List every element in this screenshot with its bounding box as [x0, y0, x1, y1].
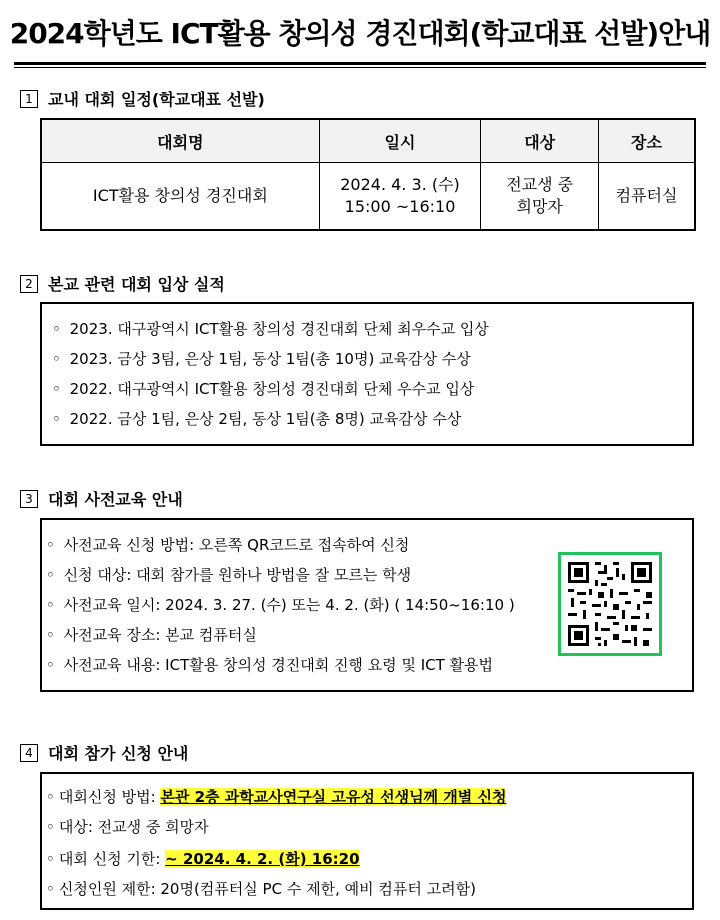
method-label: 대회신청 방법: — [58, 788, 161, 806]
section-1-heading — [20, 87, 265, 110]
cell-date — [319, 163, 481, 231]
section-number: 2 — [20, 275, 38, 293]
awards-box — [40, 302, 694, 446]
deadline-label: 대회 신청 기한: — [58, 850, 166, 868]
list-item — [46, 816, 209, 837]
list-item — [46, 534, 409, 555]
bullet: ◦ — [46, 656, 55, 674]
title-divider-thin — [14, 67, 706, 68]
title-divider — [14, 62, 706, 65]
application-box — [40, 772, 694, 910]
bullet: ◦ — [52, 410, 61, 428]
bullet: ◦ — [52, 350, 61, 368]
award-text: 2023. 대구광역시 ICT활용 창의성 경진대회 단체 최우수교 입상 — [69, 320, 489, 338]
limit-text: 신청인원 제한: 20명(컴퓨터실 PC 수 제한, 예비 컴퓨터 고려함) — [58, 880, 476, 898]
list-item — [52, 378, 474, 399]
cell-target-line1: 전교생 중 — [506, 175, 574, 194]
col-header-name: 대회명 — [41, 119, 319, 163]
list-item — [52, 408, 461, 429]
cell-place: 컴퓨터실 — [599, 163, 696, 231]
list-item — [52, 318, 489, 339]
col-header-place: 장소 — [599, 119, 696, 163]
list-item — [46, 624, 257, 645]
list-item — [46, 848, 360, 869]
bullet: ◦ — [46, 788, 55, 806]
award-text: 2022. 금상 1팀, 은상 2팀, 동상 1팀(총 8명) 교육감상 수상 — [69, 410, 462, 428]
cell-target — [481, 163, 599, 231]
pretraining-text: 사전교육 내용: ICT활용 창의성 경진대회 진행 요령 및 ICT 활용법 — [63, 656, 493, 674]
bullet: ◦ — [46, 880, 55, 898]
table-row — [41, 163, 695, 231]
section-number: 1 — [20, 90, 38, 108]
col-header-date: 일시 — [319, 119, 481, 163]
section-title: 대회 참가 신청 안내 — [48, 744, 189, 763]
qr-code-icon[interactable] — [558, 552, 662, 656]
page-title: 2024학년도 ICT활용 창의성 경진대회(학교대표 선발)안내 — [9, 17, 711, 50]
bullet: ◦ — [46, 818, 55, 836]
list-item — [46, 564, 411, 585]
bullet: ◦ — [52, 320, 61, 338]
cell-date-time: 15:00 ~16:10 — [344, 197, 456, 216]
cell-target-line2: 희망자 — [516, 197, 563, 216]
bullet: ◦ — [46, 850, 55, 868]
section-2-heading — [20, 272, 225, 295]
cell-name: ICT활용 창의성 경진대회 — [41, 163, 319, 231]
pretraining-text: 사전교육 일시: 2024. 3. 27. (수) 또는 4. 2. (화) ( 14:50~16:10 ) — [63, 596, 515, 614]
pretraining-text: 사전교육 장소: 본교 컴퓨터실 — [63, 626, 257, 644]
section-number: 3 — [20, 490, 38, 508]
bullet: ◦ — [46, 626, 55, 644]
target-text: 대상: 전교생 중 희망자 — [58, 818, 209, 836]
section-title: 교내 대회 일정(학교대표 선발) — [48, 90, 265, 109]
section-title: 대회 사전교육 안내 — [48, 490, 183, 509]
section-3-heading — [20, 487, 183, 510]
list-item — [46, 654, 493, 675]
section-number: 4 — [20, 744, 38, 762]
award-text: 2023. 금상 3팀, 은상 1팀, 동상 1팀(총 10명) 교육감상 수상 — [69, 350, 471, 368]
schedule-table — [40, 118, 696, 231]
list-item — [46, 878, 476, 899]
pretraining-text: 사전교육 신청 방법: 오른쪽 QR코드로 접속하여 신청 — [63, 536, 410, 554]
bullet: ◦ — [46, 566, 55, 584]
list-item — [46, 594, 515, 615]
pretraining-text: 신청 대상: 대회 참가를 원하나 방법을 잘 모르는 학생 — [63, 566, 412, 584]
bullet: ◦ — [46, 596, 55, 614]
section-title: 본교 관련 대회 입상 실적 — [48, 275, 225, 294]
list-item — [52, 348, 471, 369]
cell-date-day: 2024. 4. 3. (수) — [340, 175, 460, 194]
deadline-value: ~ 2024. 4. 2. (화) 16:20 — [165, 850, 360, 868]
list-item — [46, 786, 506, 807]
method-value: 본관 2층 과학교사연구실 고유성 선생님께 개별 신청 — [160, 788, 507, 806]
col-header-target: 대상 — [481, 119, 599, 163]
table-header-row — [41, 119, 695, 163]
bullet: ◦ — [52, 380, 61, 398]
award-text: 2022. 대구광역시 ICT활용 창의성 경진대회 단체 우수교 입상 — [69, 380, 475, 398]
bullet: ◦ — [46, 536, 55, 554]
section-4-heading — [20, 741, 188, 764]
